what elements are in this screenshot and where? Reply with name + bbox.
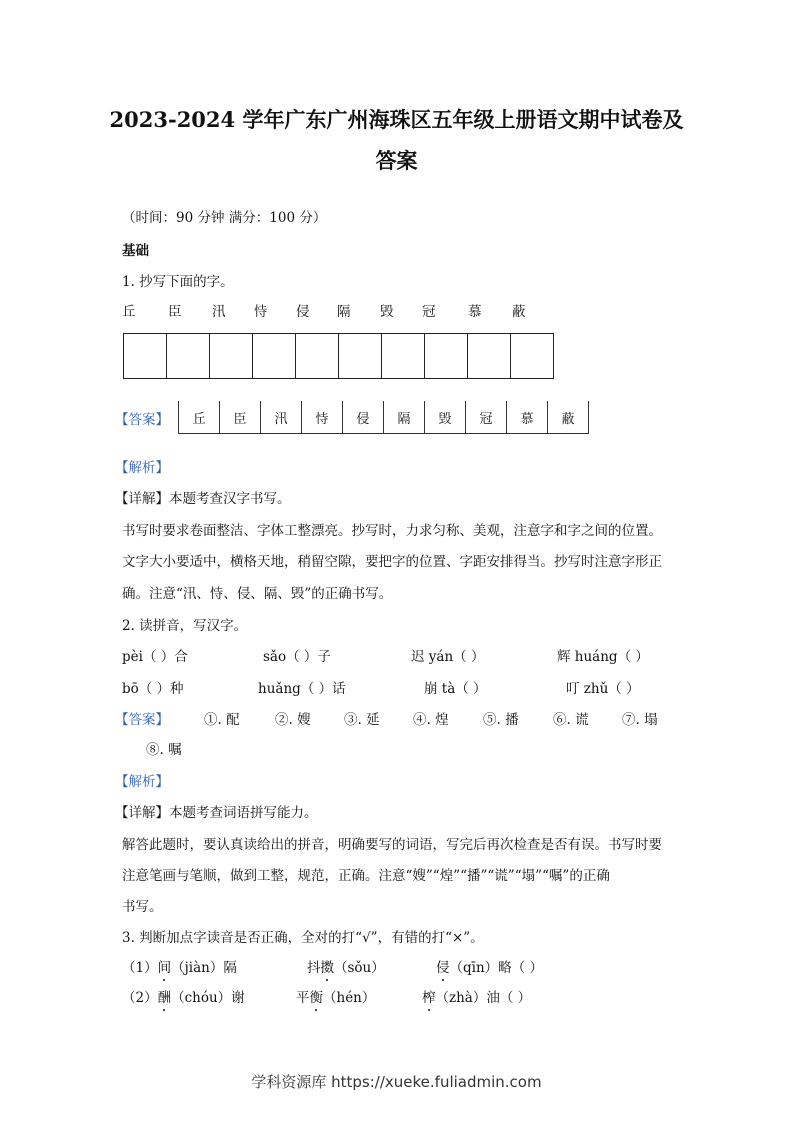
q1-analysis-label: 【解析】 (115, 460, 169, 476)
q2-item: pèi（ ）合 (122, 649, 188, 665)
q3-item-1a (122, 956, 237, 976)
section-heading: 基础 (122, 243, 149, 259)
q2-answer: ⑤. 播 (483, 712, 519, 728)
q2-item: 叮 zhǔ（ ） (566, 681, 640, 697)
dotted-char: 酬 (157, 990, 172, 1006)
q1-para: 确。注意“汛、恃、侵、隔、毁”的正确书写。 (122, 586, 393, 602)
q2-answer: ⑧. 嘱 (146, 742, 182, 758)
q2-detail: 【详解】本题考查词语拼写能力。 (115, 805, 318, 821)
q2-answer: ③. 延 (344, 712, 380, 728)
writing-cell[interactable] (253, 334, 296, 379)
q3-rest: （hén） (323, 990, 376, 1006)
q3-rest: （qīn）略（ ） (449, 960, 543, 976)
q1-stem: 1. 抄写下面的字。 (122, 274, 234, 290)
writing-cell[interactable] (468, 334, 511, 379)
q1-para: 书写时要求卷面整洁、字体工整漂亮。抄写时，力求匀称、美观，注意字和字之间的位置。 (122, 523, 662, 539)
q1-writing-grid (123, 333, 554, 379)
answer-cell: 侵 (343, 401, 384, 434)
dotted-char: 榨 (422, 990, 436, 1006)
answer-cell: 汛 (261, 401, 302, 434)
q2-item: bō（ ）种 (122, 681, 184, 697)
q1-char: 臣 (168, 304, 182, 320)
q3-item-1c (436, 956, 543, 976)
q3-stem: 3. 判断加点字读音是否正确，全对的打“√”，有错的打“×”。 (122, 930, 484, 946)
q3-prefix: （1） (122, 960, 158, 976)
footer-watermark: 学科资源库 https://xueke.fuliadmin.com (251, 1073, 542, 1091)
q1-char: 侵 (296, 304, 310, 320)
q2-stem: 2. 读拼音，写汉字。 (122, 618, 248, 634)
answer-cell: 臣 (220, 401, 261, 434)
q3-rest: （zhà）油（ ） (435, 990, 532, 1006)
answer-cell: 慕 (507, 401, 548, 434)
q3-item-2c (422, 986, 531, 1006)
q1-answer-label: 【答案】 (115, 412, 169, 428)
q2-para: 解答此题时，要认真读给出的拼音，明确要写的词语，写完后再次检查是否有误。书写时要 (122, 837, 662, 853)
answer-cell: 隔 (384, 401, 425, 434)
answer-cell: 毁 (425, 401, 466, 434)
writing-cell[interactable] (124, 334, 167, 379)
q1-char: 慕 (468, 304, 482, 320)
q1-char: 丘 (122, 304, 136, 320)
q2-analysis-label: 【解析】 (115, 774, 169, 790)
exam-meta: （时间：90 分钟 满分：100 分） (122, 210, 327, 226)
q2-answer: ④. 煌 (413, 712, 449, 728)
q3-prefix: （2） (122, 990, 158, 1006)
q2-answer-label: 【答案】 (115, 712, 169, 728)
q1-detail: 【详解】本题考查汉字书写。 (115, 491, 291, 507)
q1-char: 隔 (337, 304, 351, 320)
q2-answer: ⑥. 谎 (553, 712, 589, 728)
q2-para: 书写。 (122, 899, 163, 915)
q3-item-1b (307, 956, 385, 976)
q2-item: sǎo（ ）子 (263, 649, 331, 665)
q2-item: 辉 huáng（ ） (557, 649, 649, 665)
q3-rest: （chóu）谢 (171, 990, 245, 1006)
q3-prefix: 平 (296, 990, 310, 1006)
q1-char: 恃 (254, 304, 268, 320)
dotted-char: 衡 (309, 990, 323, 1006)
dotted-char: 间 (157, 960, 172, 976)
q2-item: 崩 tà（ ） (424, 681, 487, 697)
writing-cell[interactable] (511, 334, 554, 379)
answer-cell: 恃 (302, 401, 343, 434)
q3-item-2a (122, 986, 245, 1006)
page-title-line1: 2023-2024 学年广东广州海珠区五年级上册语文期中试卷及 (109, 107, 684, 132)
q2-item: huǎng（ ）话 (258, 681, 346, 697)
writing-cell[interactable] (339, 334, 382, 379)
q2-para: 注意笔画与笔顺，做到工整，规范，正确。注意“嫂”“煌”“播”“谎”“塌”“嘱”的正确 (122, 868, 610, 884)
writing-cell[interactable] (425, 334, 468, 379)
q1-char: 蔽 (512, 304, 526, 320)
answer-cell: 冠 (466, 401, 507, 434)
q1-char: 冠 (422, 304, 436, 320)
q2-answer: ②. 嫂 (275, 712, 311, 728)
q1-para: 文字大小要适中，横格天地，稍留空隙，要把字的位置、字距安排得当。抄写时注意字形正 (122, 554, 662, 570)
q2-item: 迟 yán（ ） (411, 649, 485, 665)
q3-item-2b (296, 986, 375, 1006)
writing-cell[interactable] (167, 334, 210, 379)
answer-cell: 丘 (179, 401, 220, 434)
q1-char: 毁 (380, 304, 394, 320)
writing-cell[interactable] (210, 334, 253, 379)
writing-cell[interactable] (296, 334, 339, 379)
q1-answer-grid (178, 401, 589, 434)
answer-cell: 蔽 (548, 401, 589, 434)
dotted-char: 擞 (320, 960, 334, 976)
q1-char: 汛 (212, 304, 226, 320)
page-title-line2: 答案 (375, 148, 418, 173)
q3-rest: （jiàn）隔 (171, 960, 237, 976)
writing-cell[interactable] (382, 334, 425, 379)
q3-rest: （sǒu） (334, 960, 385, 976)
q2-answer: ⑦. 塌 (622, 712, 658, 728)
q3-prefix: 抖 (307, 960, 321, 976)
dotted-char: 侵 (436, 960, 450, 976)
q2-answer: ①. 配 (204, 712, 240, 728)
